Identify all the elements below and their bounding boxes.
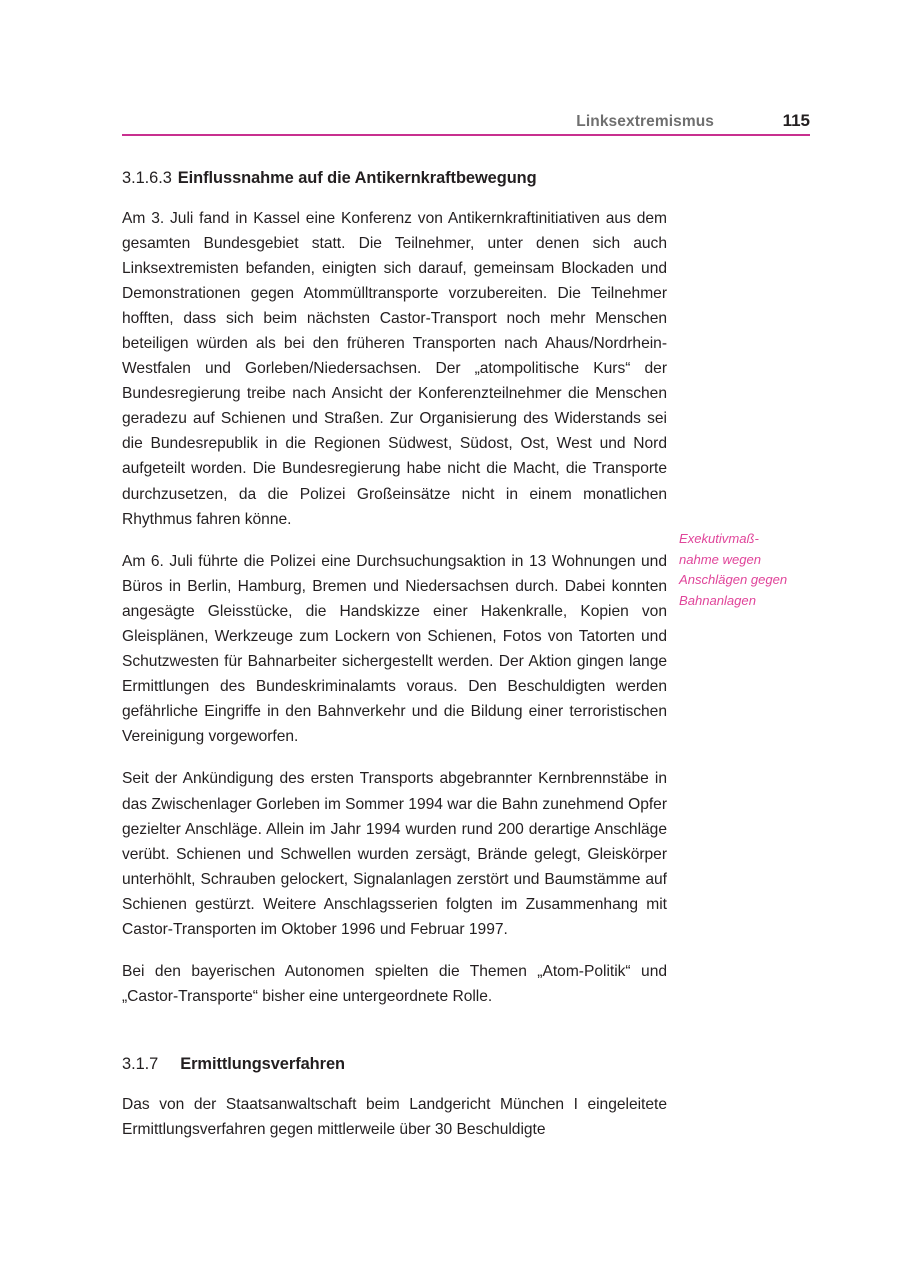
margin-note-exekutivmassnahme — [679, 529, 849, 611]
section-heading-3-1-6-3 — [122, 168, 667, 189]
margin-note-line: nahme wegen — [679, 551, 762, 567]
paragraph-2: Am 6. Juli führte die Polizei eine Durchsuchungsaktion in 13 Wohnungen und Büros in Berlin, Hamburg, Bremen und Niedersachsen durch. Dabei konnten angesägte Gleisstücke, die Handskizze einer Hakenkralle, Kopien von Gleisplänen, Werkzeuge zum Lockern von Schienen, Fotos von Tatorten und Schutzwesten für Bahnarbeiter sichergestellt werden. Der Aktion gingen lange Ermittlungen des Bundeskriminalamts voraus. Den Beschuldigten werden gefährliche Eingriffe in den Bahnverkehr und die Bildung einer terroristischen Vereinigung vorgeworfen. — [122, 552, 667, 746]
paragraph-3: Seit der Ankündigung des ersten Transports abgebrannter Kernbrennstäbe in das Zwischenlager Gorleben im Sommer 1994 war die Bahn zunehmend Opfer gezielter Anschläge. Allein im Jahr 1994 wurden rund 200 derartige Anschläge verübt. Schienen und Schwellen wurden zersägt, Brände gelegt, Gleiskörper unterhöhlt, Schrauben gelockert, Signalanlagen zerstört und Baumstämme auf Schienen gestürzt. Weitere Anschlagsserien folgten im Zusammenhang mit Castor-Transporten im Oktober 1996 und Februar 1997. — [122, 770, 667, 939]
margin-note-line: Anschlägen gegen — [679, 572, 788, 588]
section-heading-3-1-7 — [122, 1054, 667, 1075]
paragraph-1: Am 3. Juli fand in Kassel eine Konferenz von Antikernkraftinitiativen aus dem gesamten Bundesgebiet statt. Die Teilnehmer, unter denen sich auch Linksextremisten befanden, einigten sich darauf, gemeinsam Blockaden und Demonstrationen gegen Atommülltransporte vorzubereiten. Die Teilnehmer hofften, dass sich beim nächsten Castor-Transport noch mehr Menschen beteiligen würden als bei den früheren Transporten nach Ahaus/Nordrhein-Westfalen und Gorleben/Niedersachsen. Der „atompolitische Kurs“ der Bundesregierung treibe nach Ansicht der Konferenzteilnehmer die Menschen geradezu auf Schienen und Straßen. Zur Organisierung des Widerstands sei die Bundesrepublik in die Regionen Südwest, Südost, Ost, West und Nord aufgeteilt worden. Die Bundesregierung habe nicht die Macht, die Transporte durchzusetzen, da die Polizei Großeinsätze nicht in einem monatlichen Rhythmus fahren könne. — [122, 209, 667, 528]
header-rule-divider — [122, 134, 810, 136]
margin-note-line: Exekutivmaß- — [679, 531, 759, 546]
section-spacer — [122, 1026, 667, 1054]
running-header — [122, 111, 810, 133]
paragraph-5: Das von der Staatsanwaltschaft beim Landgericht München I eingeleitete Ermittlungsverfahren gegen mittlerweile über 30 Beschuldigte — [122, 1095, 667, 1138]
paragraph-4: Bei den bayerischen Autonomen spielten die Themen „Atom-Politik“ und „Castor-Transporte“ bisher eine untergeordnete Rolle. — [122, 963, 667, 1006]
margin-note-line: Bahnanlagen — [679, 592, 756, 608]
page-content-column — [122, 168, 667, 1142]
section-title: Ermittlungsverfahren — [180, 1055, 345, 1074]
section-number: 3.1.7 — [122, 1055, 159, 1074]
section-number: 3.1.6.3 — [122, 169, 172, 187]
section-title: Einflussnahme auf die Antikernkraftbewegung — [177, 169, 537, 187]
page-number: 115 — [782, 111, 810, 130]
header-chapter-title: Linksextremismus — [576, 113, 714, 130]
